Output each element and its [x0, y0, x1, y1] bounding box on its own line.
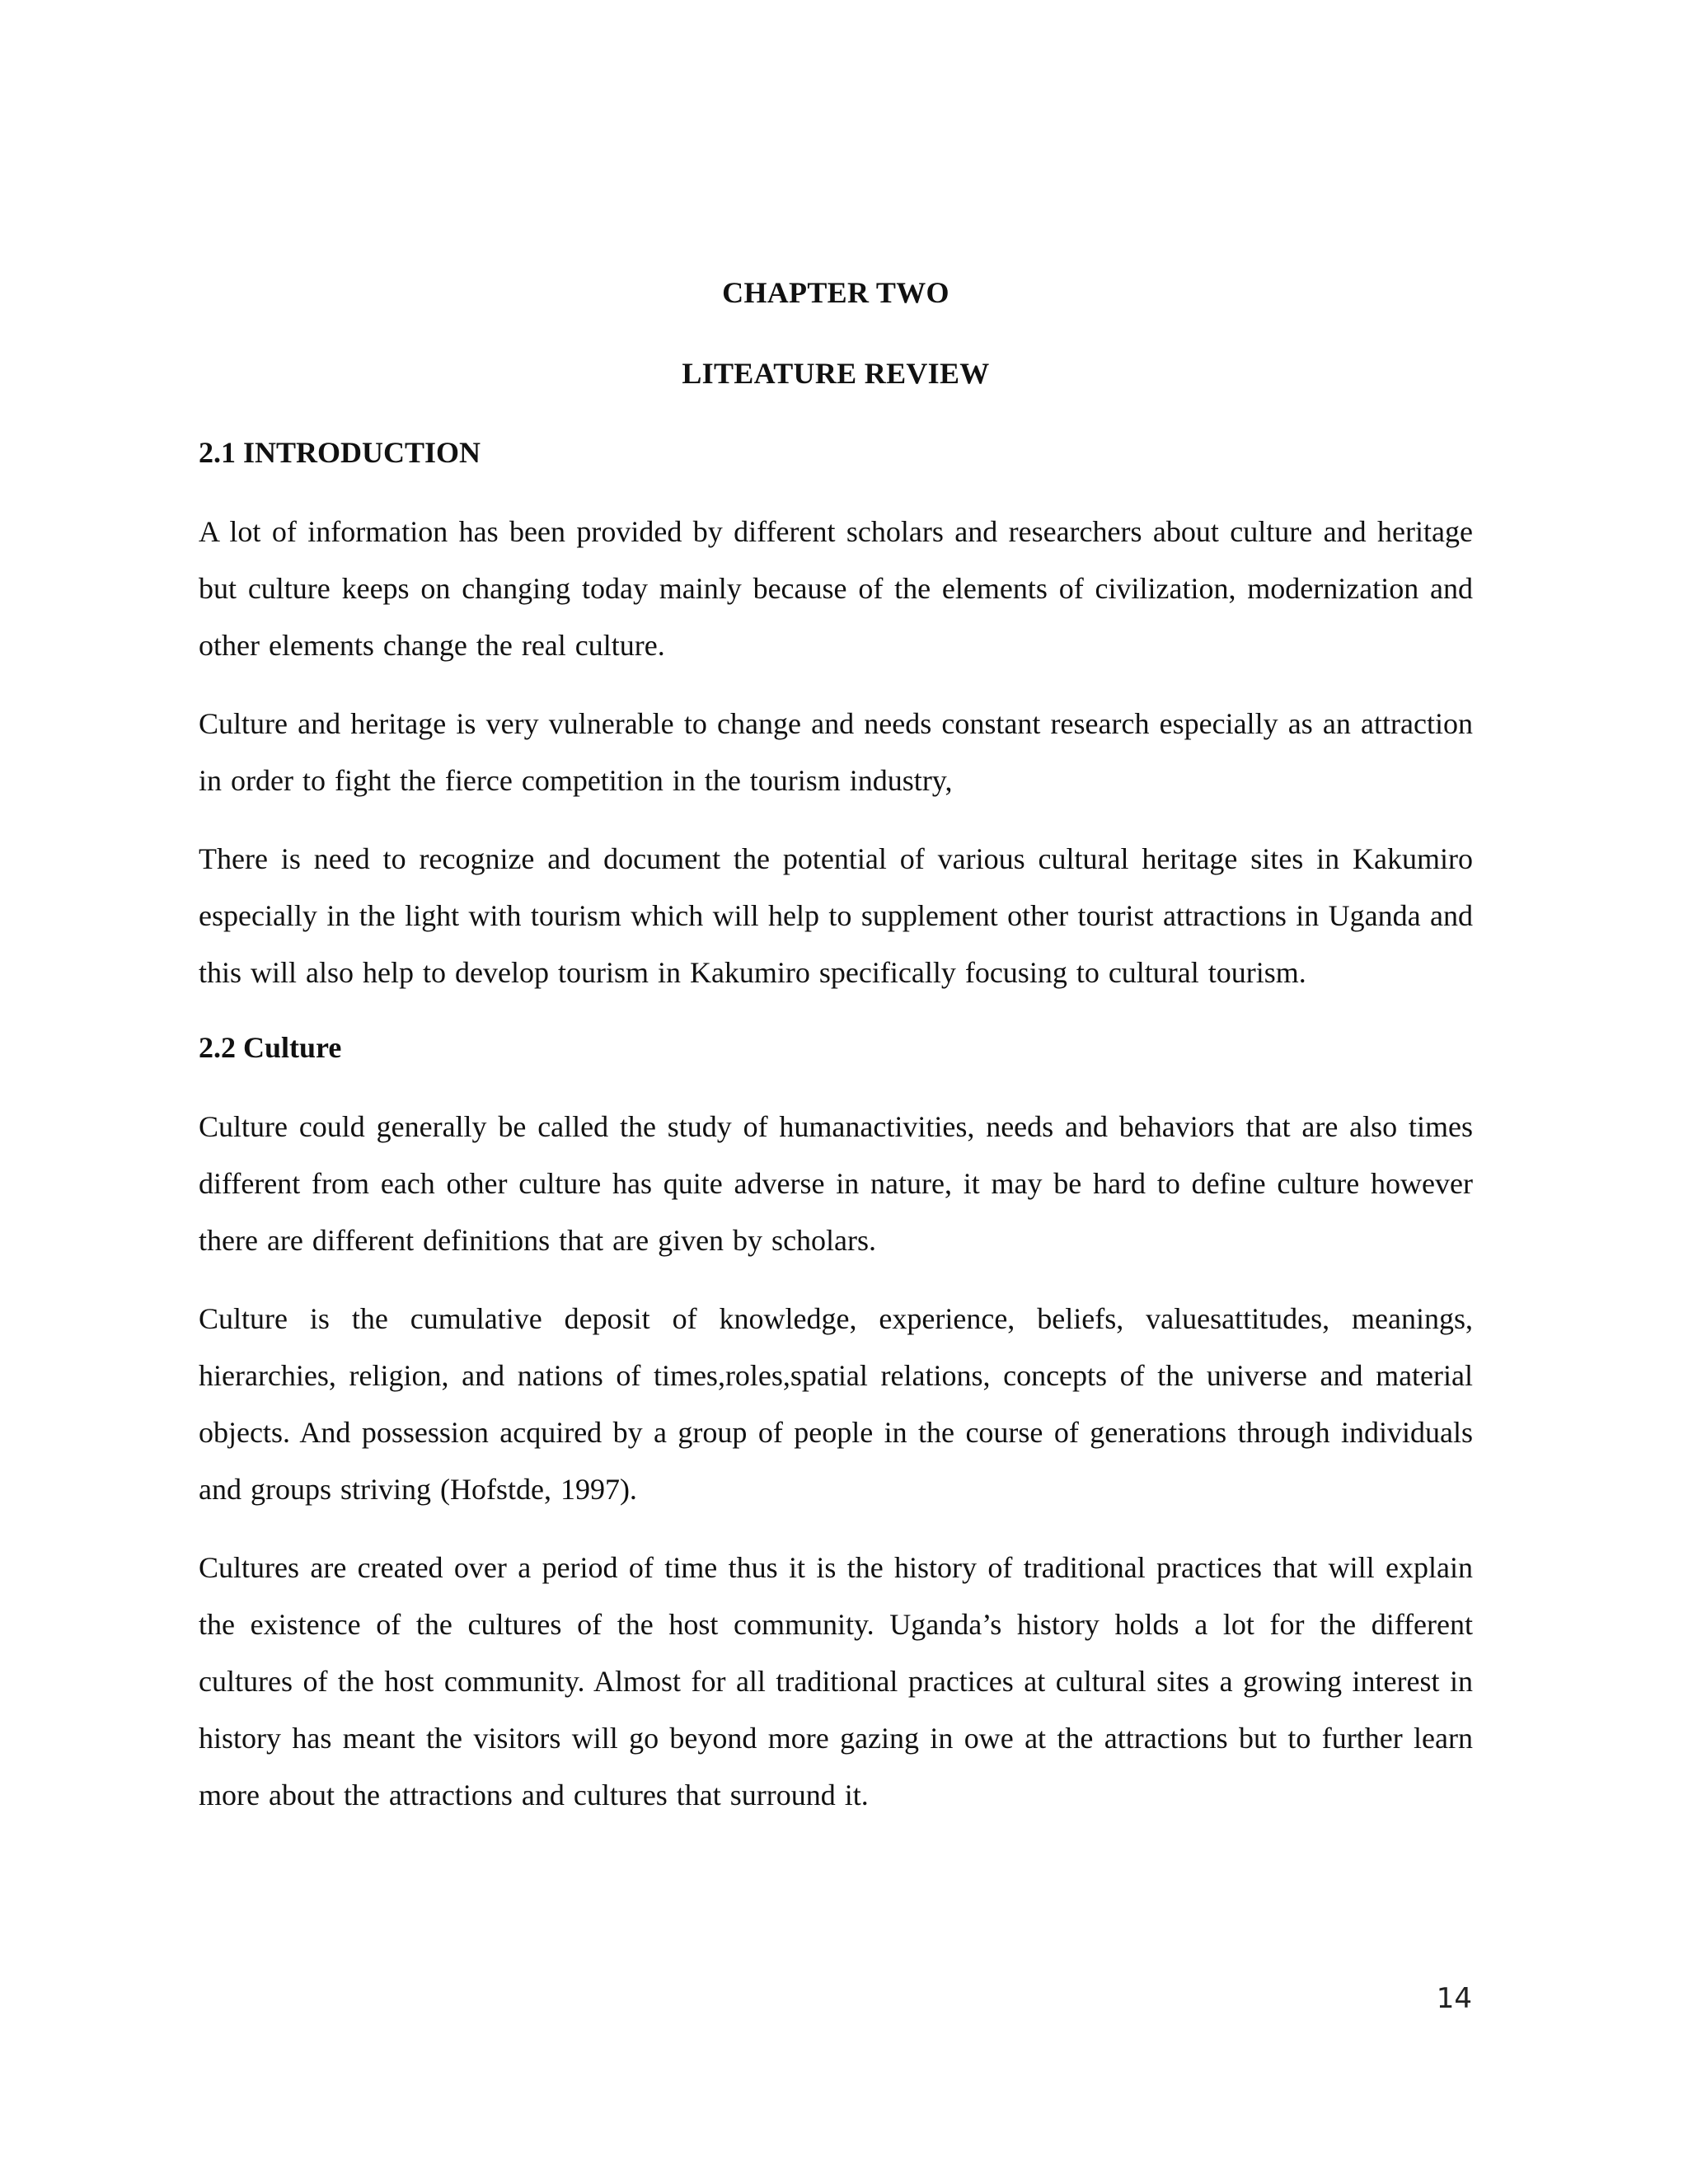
section-introduction [199, 428, 1473, 1001]
chapter-subtitle: LITEATURE REVIEW [682, 357, 990, 390]
paragraph: Culture is the cumulative deposit of knowledge, experience, beliefs, valuesattitudes, meanings, hierarchies, religion, and nations of times,roles,spatial relations, concepts of the universe and material objects. And possession acquired by a group of people in the course of generations through individuals and groups striving (Hofstde, 1997). [199, 1302, 1473, 1506]
page-content [199, 268, 1473, 1824]
paragraph: Cultures are created over a period of time thus it is the history of traditional practices that will explain the existence of the cultures of the host community. Uganda’s history holds a lot for the different cultures of the host community. Almost for all traditional practices at cultural sites a growing interest in history has meant the visitors will go beyond more gazing in owe at the attractions but to further learn more about the attractions and cultures that surround it. [199, 1551, 1473, 1811]
chapter-title: CHAPTER TWO [722, 276, 950, 309]
paragraph: Culture could generally be called the study of humanactivities, needs and behaviors that are also times different from each other culture has quite adverse in nature, it may be hard to define culture however there are different definitions that are given by scholars. [199, 1110, 1473, 1257]
paragraph: There is need to recognize and document the potential of various cultural heritage sites in Kakumiro especially in the light with tourism which will help to supplement other tourist attractions in Uganda and this will also help to develop tourism in Kakumiro specifically focusing to cultural tourism. [199, 842, 1473, 989]
paragraph: Culture and heritage is very vulnerable to change and needs constant research especially as an attraction in order to fight the fierce competition in the tourism industry, [199, 707, 1473, 797]
paragraph: A lot of information has been provided by different scholars and researchers about culture and heritage but culture keeps on changing today mainly because of the elements of civilization, modernization and other elements change the real culture. [199, 515, 1473, 662]
section-culture [199, 1023, 1473, 1824]
section-heading: 2.1 INTRODUCTION [199, 436, 481, 469]
page-number: 14 [1436, 1982, 1472, 2015]
section-heading: 2.2 Culture [199, 1031, 342, 1064]
